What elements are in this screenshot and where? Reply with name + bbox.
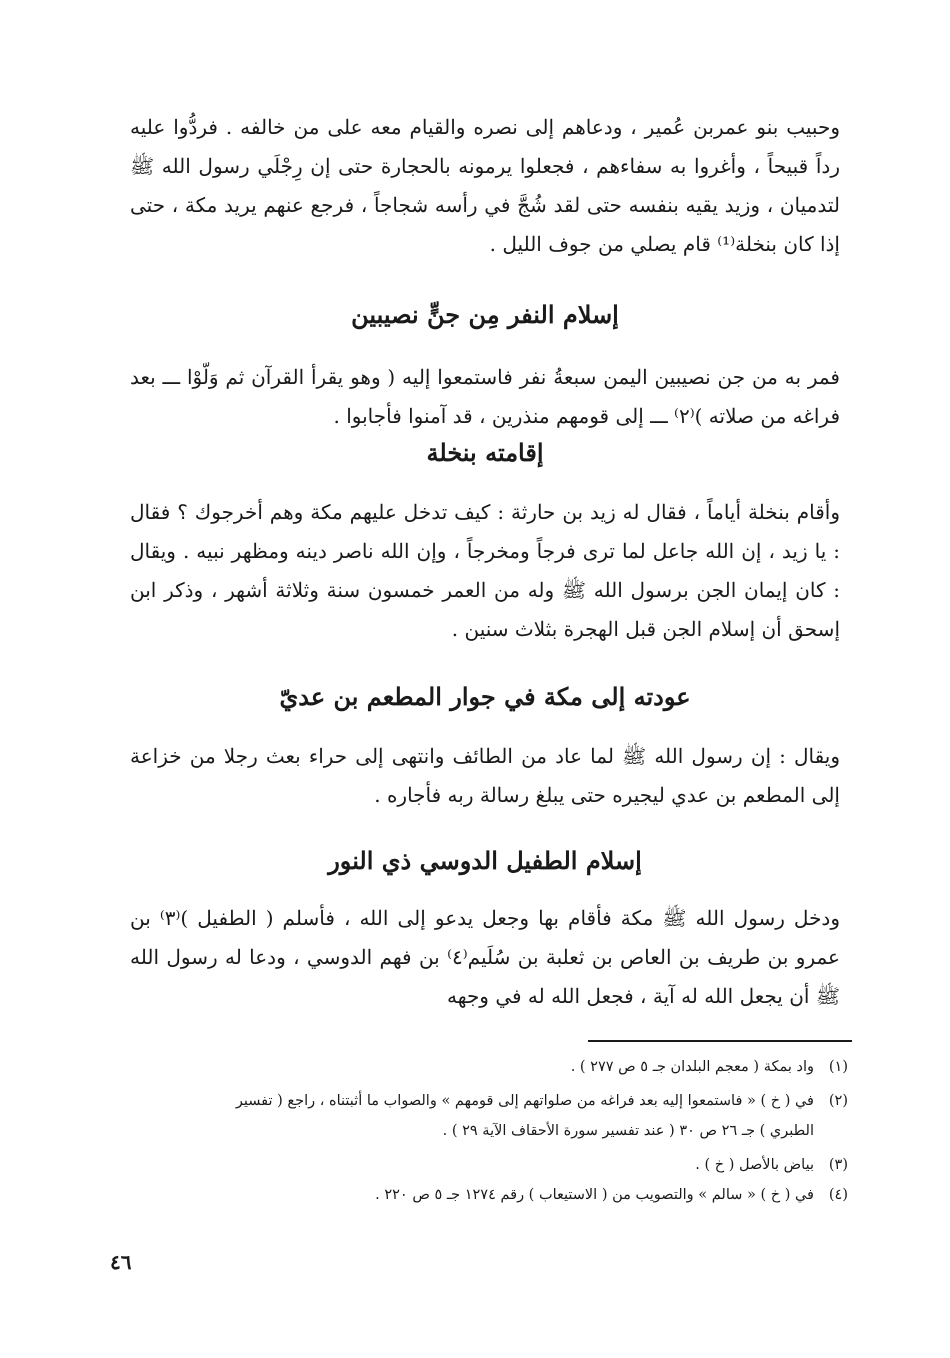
paragraph-1: وحبيب بنو عمربن عُمير ، ودعاهم إلى نصره والقيام معه على من خالفه . فردُّوا عليه رداً قبيحاً ، وأغروا به سفاءهم ، فجعلوا يرمونه بالحجارة حتى إن رِجْلَي رسول الله ﷺ لتدميان ، وزيد يقيه بنفسه حتى لقد شُجَّ في رأسه شجاجاً ، فرجع عنهم يريد مكة ، حتى إذا كان بنخلة⁽¹⁾ قام يصلي من جوف الليل . xyxy=(130,115,840,256)
footnote-number: (٢) xyxy=(828,1093,848,1109)
footnote-text-continued: الطبري ) جـ ٢٦ ص ٣٠ ( عند تفسير سورة الأحقاف الآية ٢٩ ) . xyxy=(442,1123,814,1139)
paragraph-5: ودخل رسول الله ﷺ مكة فأقام بها وجعل يدعو إلى الله ، فأسلم ( الطفيل )⁽٣⁾ بن عمرو بن طريف بن العاص بن ثعلبة بن سُلَيم⁽٤⁾ بن فهم الدوسي ، ودعا له رسول الله ﷺ أن يجعل الله له آية ، فجعل الله له في وجهه xyxy=(130,906,840,1008)
paragraph-3: وأقام بنخلة أياماً ، فقال له زيد بن حارثة : كيف تدخل عليهم مكة وهم أخرجوك ؟ فقال : يا زيد ، إن الله جاعل لما ترى فرجاً ومخرجاً ، وإن الله ناصر دينه ومظهر نبيه . ويقال : كان إيمان الجن برسول الله ﷺ وله من العمر خمسون سنة وثلاثة أشهر ، وذكر ابن إسحق أن إسلام الجن قبل الهجرة بثلاث سنين . xyxy=(130,500,840,641)
footnote-4 xyxy=(124,1180,848,1210)
footnote-text: بياض بالأصل ( خ ) . xyxy=(695,1157,814,1173)
paragraph-4: ويقال : إن رسول الله ﷺ لما عاد من الطائف وانتهى إلى حراء بعث رجلا من خزاعة إلى المطعم بن عدي ليجيره حتى يبلغ رسالة ربه فأجاره . xyxy=(130,744,840,807)
footnote-text: واد بمكة ( معجم البلدان جـ ٥ ص ٢٧٧ ) . xyxy=(570,1059,814,1075)
footnote-text: في ( خ ) « سالم » والتصويب من ( الاستيعاب ) رقم ١٢٧٤ جـ ٥ ص ٢٢٠ . xyxy=(375,1187,814,1203)
footnote-1 xyxy=(124,1052,848,1082)
page-number: ٤٦ xyxy=(110,1250,132,1274)
footnote-2 xyxy=(124,1086,848,1146)
footnote-text: في ( خ ) « فاستمعوا إليه بعد فراغه من صلواتهم إلى قومهم » والصواب ما أثبتناه ، راجع ( تفسير xyxy=(235,1093,814,1109)
footnote-separator xyxy=(588,1040,852,1042)
footnote-3 xyxy=(124,1150,848,1180)
heading-tufayl-islam: إسلام الطفيل الدوسي ذي النور xyxy=(328,846,642,875)
paragraph-2: فمر به من جن نصيبين اليمن سبعةُ نفر فاستمعوا إليه ( وهو يقرأ القرآن ثم وَلّوْا ـــ بعد فراغه من صلاته )⁽٢⁾ ـــ إلى قومهم منذرين ، قد آمنوا فأجابوا . xyxy=(130,365,840,428)
heading-return-mecca: عودته إلى مكة في جوار المطعم بن عديّ xyxy=(279,682,691,711)
footnote-number: (١) xyxy=(828,1059,848,1075)
heading-jinn-islam: إسلام النفر مِن جنٍّ نصيبين xyxy=(351,300,619,329)
heading-stay-nakhla: إقامته بنخلة xyxy=(426,438,544,467)
footnote-number: (٣) xyxy=(828,1157,848,1173)
footnote-number: (٤) xyxy=(828,1187,848,1203)
